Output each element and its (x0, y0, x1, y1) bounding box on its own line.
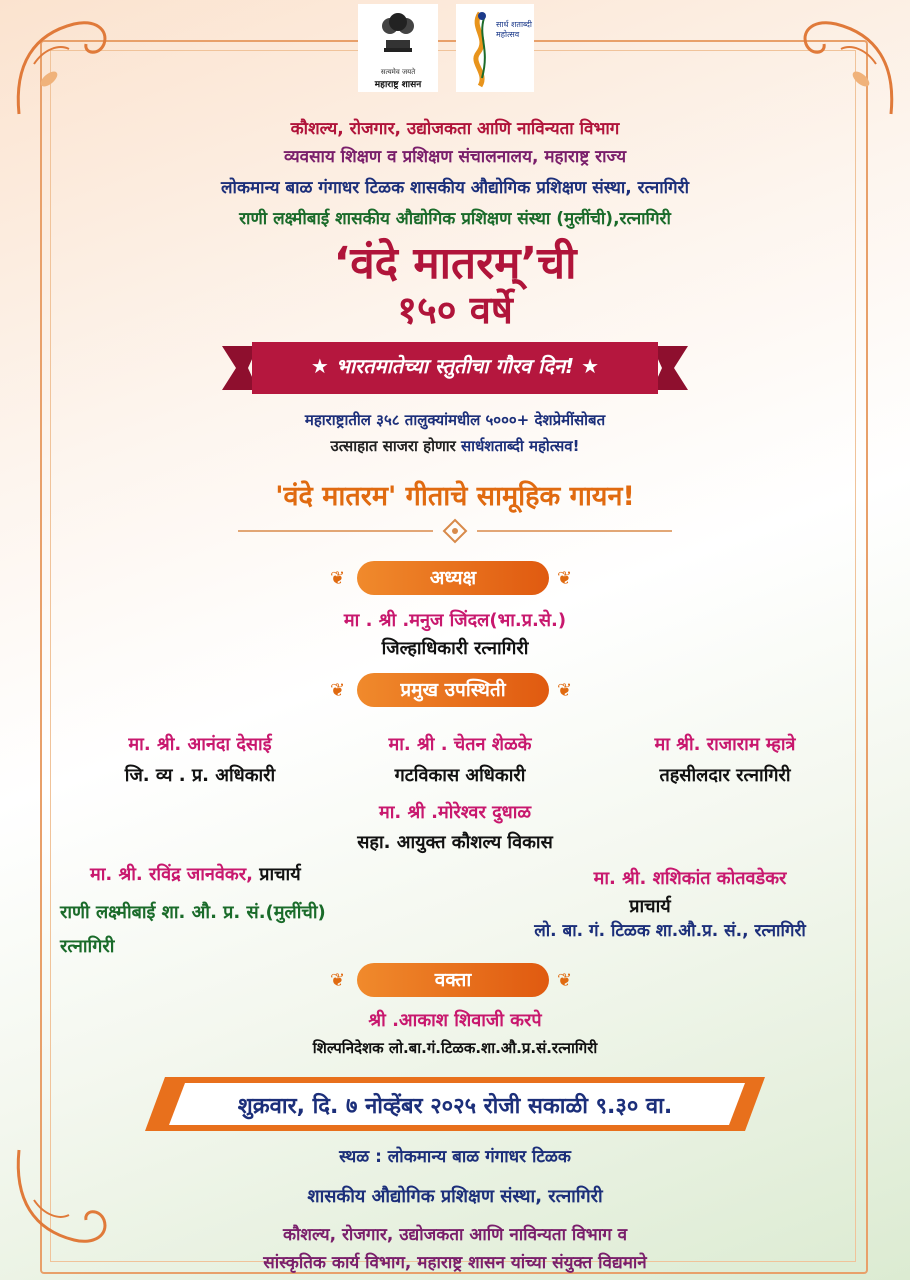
corner-ornament-top-right (786, 4, 906, 124)
guest-5-name-row (90, 862, 301, 886)
divider-ornament (238, 518, 672, 544)
guest-5-name: मा. श्री. रविंद्र जानवेकर, (90, 864, 253, 885)
speaker-role: शिल्पनिदेशक लो.बा.गं.टिळक.शा.औ.प्र.सं.रत्नागिरी (312, 1039, 598, 1057)
guest-4-name: मा. श्री .मोरेश्वर दुधाळ (378, 802, 532, 823)
guest-1-role: जि. व्य . प्र. अधिकारी (124, 765, 276, 786)
president-label: अध्यक्ष (357, 561, 549, 595)
ribbon-text: भारतमातेच्या स्तुतीचा गौरव दिन! (335, 354, 575, 378)
guest-5-title: प्राचार्य (259, 864, 301, 885)
president-name: मा . श्री .मनुज जिंदल(भा.प्र.से.) (343, 610, 567, 631)
guest-3-name: मा श्री. राजाराम म्हात्रे (654, 734, 796, 755)
star-icon: ★ (310, 354, 336, 378)
guest-1-name: मा. श्री. आनंदा देसाई (128, 734, 272, 755)
header-directorate: व्यवसाय शिक्षण व प्रशिक्षण संचालनालय, महाराष्ट्र राज्य (283, 147, 627, 167)
title-150-years: १५० वर्षे (397, 288, 513, 332)
scroll-ornament-icon: ❦ (330, 680, 346, 701)
guest-2-role: गटविकास अधिकारी (394, 765, 526, 786)
guest-5-city: रत्नागिरी (60, 936, 115, 957)
maharashtra-emblem-logo (358, 4, 438, 92)
header-institute-2: राणी लक्ष्मीबाई शासकीय औद्योगिक प्रशिक्षण संस्था (मुलींची),रत्नागिरी (239, 209, 671, 229)
emblem-caption-state: महाराष्ट्र शासन (374, 80, 422, 90)
scroll-ornament-icon: ❦ (557, 970, 573, 991)
venue-line-1: स्थळ : लोकमान्य बाळ गंगाधर टिळक (339, 1147, 571, 1167)
guest-2-name: मा. श्री . चेतन शेळके (388, 734, 532, 755)
presence-label: प्रमुख उपस्थिती (357, 673, 549, 707)
footer-line-2: सांस्कृतिक कार्य विभाग, महाराष्ट्र शासन यांच्या संयुक्त विद्यमाने (263, 1253, 647, 1273)
guest-6-name: मा. श्री. शशिकांत कोतवडेकर (593, 868, 787, 889)
vande-mataram-logo-icon (460, 8, 500, 88)
header-department: कौशल्य, रोजगार, उद्योजकता आणि नाविन्यता विभाग (290, 119, 620, 139)
speaker-label: वक्ता (357, 963, 549, 997)
event-datetime: शुक्रवार, दि. ७ नोव्हेंबर २०२५ रोजी सकाळी ९.३० वा. (237, 1094, 673, 1119)
scroll-ornament-icon: ❦ (330, 970, 346, 991)
guest-3-role: तहसीलदार रत्नागिरी (659, 765, 791, 786)
guest-4-role: सहा. आयुक्त कौशल्य विकास (357, 832, 553, 853)
header-institute-1: लोकमान्य बाळ गंगाधर टिळक शासकीय औद्योगिक प्रशिक्षण संस्था, रत्नागिरी (221, 178, 689, 198)
scroll-ornament-icon: ❦ (330, 568, 346, 589)
speaker-name: श्री .आकाश शिवाजी करपे (368, 1010, 542, 1031)
guest-5-role: राणी लक्ष्मीबाई शा. औ. प्र. सं.(मुलींची) (60, 902, 326, 923)
president-role: जिल्हाधिकारी रत्नागिरी (381, 638, 529, 659)
intro-mahotsav: सार्धशताब्दी महोत्सव! (461, 437, 580, 455)
ashoka-emblem-icon (358, 4, 438, 64)
mahotsav-logo (456, 4, 534, 92)
scroll-ornament-icon: ❦ (557, 680, 573, 701)
singing-headline: 'वंदे मातरम' गीताचे सामूहिक गायन! (275, 481, 635, 512)
emblem-caption: सत्यमेव जयते (380, 68, 416, 76)
intro-line-1: महाराष्ट्रातील ३५८ तालुक्यांमधील ५०००+ देशप्रेमींसोबत (304, 411, 606, 429)
star-icon: ★ (574, 354, 600, 378)
scroll-ornament-icon: ❦ (557, 568, 573, 589)
intro-line-2 (0, 436, 910, 456)
footer-line-1: कौशल्य, रोजगार, उद्योजकता आणि नाविन्यता विभाग व (282, 1225, 628, 1245)
guest-6-role: लो. बा. गं. टिळक शा.औ.प्र. सं., रत्नागिरी (534, 921, 806, 941)
guest-6-title: प्राचार्य (629, 896, 671, 917)
intro-line-2-text: उत्साहात साजरा होणार (330, 437, 462, 455)
mahotsav-text: सार्ध शताब्दी महोत्सव (496, 20, 532, 39)
venue-line-2: शासकीय औद्योगिक प्रशिक्षण संस्था, रत्नागिरी (307, 1186, 603, 1207)
title-vande-mataram: ‘वंदे मातरम्’ची (333, 238, 577, 289)
corner-ornament-top-left (4, 4, 124, 124)
ribbon-text-row (252, 352, 658, 379)
